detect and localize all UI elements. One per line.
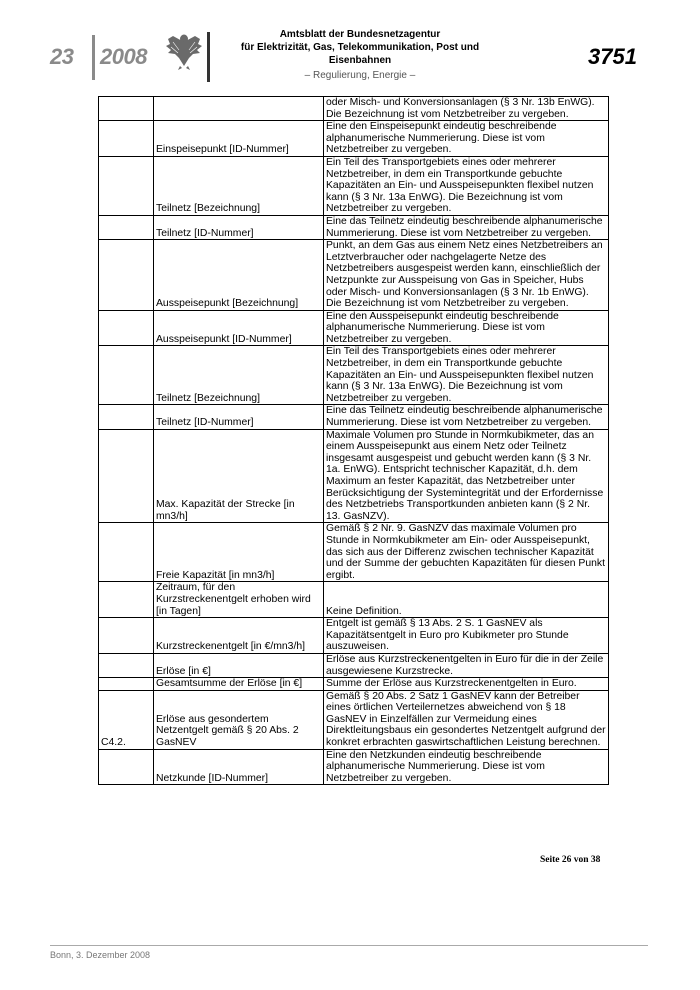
row-description-cell: Keine Definition. bbox=[324, 582, 609, 618]
footer-rule bbox=[50, 945, 648, 946]
row-id-cell bbox=[99, 156, 154, 215]
row-name-cell: Ausspeisepunkt [ID-Nummer] bbox=[154, 310, 324, 346]
page-counter: Seite 26 von 38 bbox=[540, 855, 601, 865]
issue-year: 2008 bbox=[100, 44, 147, 69]
row-description-cell: Gemäß § 20 Abs. 2 Satz 1 GasNEV kann der Betreiber eines örtlichen Verteilernetzes abweichend von § 18 GasNEV in Einzelfällen zur Vermeidung eines Direktleitungsbaus ein gesondertes Netzentgelt aufgrund der konkret erbrachten gaswirtschaftlichen Leistung berechnen. bbox=[324, 690, 609, 749]
row-id-cell bbox=[99, 405, 154, 429]
table-row bbox=[99, 523, 609, 582]
header-divider bbox=[207, 32, 210, 82]
row-id-cell bbox=[99, 749, 154, 785]
row-description-cell: Summe der Erlöse aus Kurzstreckenentgelten in Euro. bbox=[324, 678, 609, 691]
row-id-cell bbox=[99, 346, 154, 405]
table-row bbox=[99, 156, 609, 215]
journal-title: Amtsblatt der Bundesnetzagentur bbox=[279, 29, 441, 40]
table-row bbox=[99, 618, 609, 654]
row-id-cell bbox=[99, 215, 154, 239]
table-row bbox=[99, 310, 609, 346]
row-description-cell: Eine den Netzkunden eindeutig beschreibende alphanumerische Nummerierung. Diese ist vom Netzbetreiber zu vergeben. bbox=[324, 749, 609, 785]
row-name-cell: Teilnetz [ID-Nummer] bbox=[154, 405, 324, 429]
table-row bbox=[99, 405, 609, 429]
table-row bbox=[99, 749, 609, 785]
row-description-cell: Eine das Teilnetz eindeutig beschreibende alphanumerische Nummerierung. Diese ist vom Netzbetreiber zu vergeben. bbox=[324, 405, 609, 429]
row-description-cell: Eine das Teilnetz eindeutig beschreibende alphanumerische Nummerierung. Diese ist vom Netzbetreiber zu vergeben. bbox=[324, 215, 609, 239]
definitions-table bbox=[98, 96, 609, 785]
table-row bbox=[99, 240, 609, 311]
federal-eagle-icon bbox=[165, 30, 203, 70]
footer-date: Bonn, 3. Dezember 2008 bbox=[50, 950, 151, 960]
page-number: 3751 bbox=[588, 44, 637, 69]
row-description-cell: Punkt, an dem Gas aus einem Netz eines Netzbetreibers an Letztverbraucher oder nachgelagerte Netze des Netzbetreibers ausgespeist werden kann, einschließlich der Netzpunkte zur Ausspeisung von Gas in Speicher, Hubs oder Misch- und Konversionsanlagen (§ 3 Nr. 1b EnWG). Die Bezeichnung ist vom Netzbetreiber zu vergeben. bbox=[324, 240, 609, 311]
row-name-cell: Teilnetz [Bezeichnung] bbox=[154, 156, 324, 215]
table-row bbox=[99, 678, 609, 691]
journal-section: – Regulierung, Energie – bbox=[304, 70, 416, 81]
row-name-cell: Netzkunde [ID-Nummer] bbox=[154, 749, 324, 785]
row-id-cell bbox=[99, 429, 154, 523]
row-name-cell: Kurzstreckenentgelt [in €/mn3/h] bbox=[154, 618, 324, 654]
row-description-cell: Gemäß § 2 Nr. 9. GasNZV das maximale Volumen pro Stunde in Normkubikmeter am Ein- oder Ausspeisepunkt, das sich aus der Differenz zwischen technischer Kapazität und der Summe der gebuchten Kapazitäten für diesen Punkt ergibt. bbox=[324, 523, 609, 582]
issue-divider bbox=[92, 35, 95, 80]
row-description-cell: Ein Teil des Transportgebiets eines oder mehrerer Netzbetreiber, in dem ein Transportkunde gebuchte Kapazitäten an Ein- und Ausspeisepunkten flexibel nutzen kann (§ 3 Nr. 13a EnWG). Die Bezeichnung ist vom Netzbetreiber zu vergeben. bbox=[324, 346, 609, 405]
row-description-cell: Eine den Ausspeisepunkt eindeutig beschreibende alphanumerische Nummerierung. Diese ist vom Netzbetreiber zu vergeben. bbox=[324, 310, 609, 346]
row-description-cell: Maximale Volumen pro Stunde in Normkubikmeter, das an einem Ausspeisepunkt aus einem Netz oder Teilnetz insgesamt ausgespeist und gebucht werden kann (§ 3 Nr. 1a. EnWG). Entspricht technischer Kapazität, d.h. dem Maximum an fester Kapazität, das Netzbetreiber unter Berücksichtigung der Systemintegrität und der Erfordernisse des Netzbetriebs Transportkunden anbieten kann (§ 2 Nr. 13. GasNZV). bbox=[324, 429, 609, 523]
row-name-cell: Teilnetz [ID-Nummer] bbox=[154, 215, 324, 239]
row-name-cell: Erlöse [in €] bbox=[154, 653, 324, 677]
row-description-cell: Entgelt ist gemäß § 13 Abs. 2 S. 1 GasNEV als Kapazitätsentgelt in Euro pro Kubikmeter pro Stunde auszuweisen. bbox=[324, 618, 609, 654]
table-row bbox=[99, 121, 609, 157]
table-row bbox=[99, 215, 609, 239]
table-row bbox=[99, 653, 609, 677]
row-id-cell bbox=[99, 523, 154, 582]
row-id-cell bbox=[99, 121, 154, 157]
table-row bbox=[99, 97, 609, 121]
row-id-cell bbox=[99, 97, 154, 121]
row-name-cell: Ausspeisepunkt [Bezeichnung] bbox=[154, 240, 324, 311]
row-description-cell: Ein Teil des Transportgebiets eines oder mehrerer Netzbetreiber, in dem ein Transportkunde gebuchte Kapazitäten an Ein- und Ausspeisepunkten flexibel nutzen kann (§ 3 Nr. 13a EnWG). Die Bezeichnung ist vom Netzbetreiber zu vergeben. bbox=[324, 156, 609, 215]
row-id-cell: C4.2. bbox=[99, 690, 154, 749]
row-name-cell: Zeitraum, für den Kurzstreckenentgelt erhoben wird [in Tagen] bbox=[154, 582, 324, 618]
row-id-cell bbox=[99, 618, 154, 654]
row-name-cell: Erlöse aus gesondertem Netzentgelt gemäß § 20 Abs. 2 GasNEV bbox=[154, 690, 324, 749]
row-description-cell: Erlöse aus Kurzstreckenentgelten in Euro für die in der Zeile ausgewiesene Kurzstrecke. bbox=[324, 653, 609, 677]
row-id-cell bbox=[99, 678, 154, 691]
row-id-cell bbox=[99, 582, 154, 618]
row-name-cell bbox=[154, 97, 324, 121]
row-name-cell: Gesamtsumme der Erlöse [in €] bbox=[154, 678, 324, 691]
row-name-cell: Einspeisepunkt [ID-Nummer] bbox=[154, 121, 324, 157]
row-id-cell bbox=[99, 310, 154, 346]
table-row bbox=[99, 690, 609, 749]
row-name-cell: Max. Kapazität der Strecke [in mn3/h] bbox=[154, 429, 324, 523]
journal-subtitle: für Elektrizität, Gas, Telekommunikation, Post und Eisenbahnen bbox=[240, 42, 480, 66]
journal-header bbox=[215, 28, 505, 82]
row-id-cell bbox=[99, 240, 154, 311]
row-name-cell: Freie Kapazität [in mn3/h] bbox=[154, 523, 324, 582]
row-description-cell: Eine den Einspeisepunkt eindeutig beschreibende alphanumerische Nummerierung. Diese ist vom Netzbetreiber zu vergeben. bbox=[324, 121, 609, 157]
row-description-cell: oder Misch- und Konversionsanlagen (§ 3 Nr. 13b EnWG). Die Bezeichnung ist vom Netzbetreiber zu vergeben. bbox=[324, 97, 609, 121]
row-id-cell bbox=[99, 653, 154, 677]
issue-number: 23 bbox=[50, 44, 74, 69]
table-row bbox=[99, 429, 609, 523]
table-row bbox=[99, 582, 609, 618]
table-row bbox=[99, 346, 609, 405]
row-name-cell: Teilnetz [Bezeichnung] bbox=[154, 346, 324, 405]
